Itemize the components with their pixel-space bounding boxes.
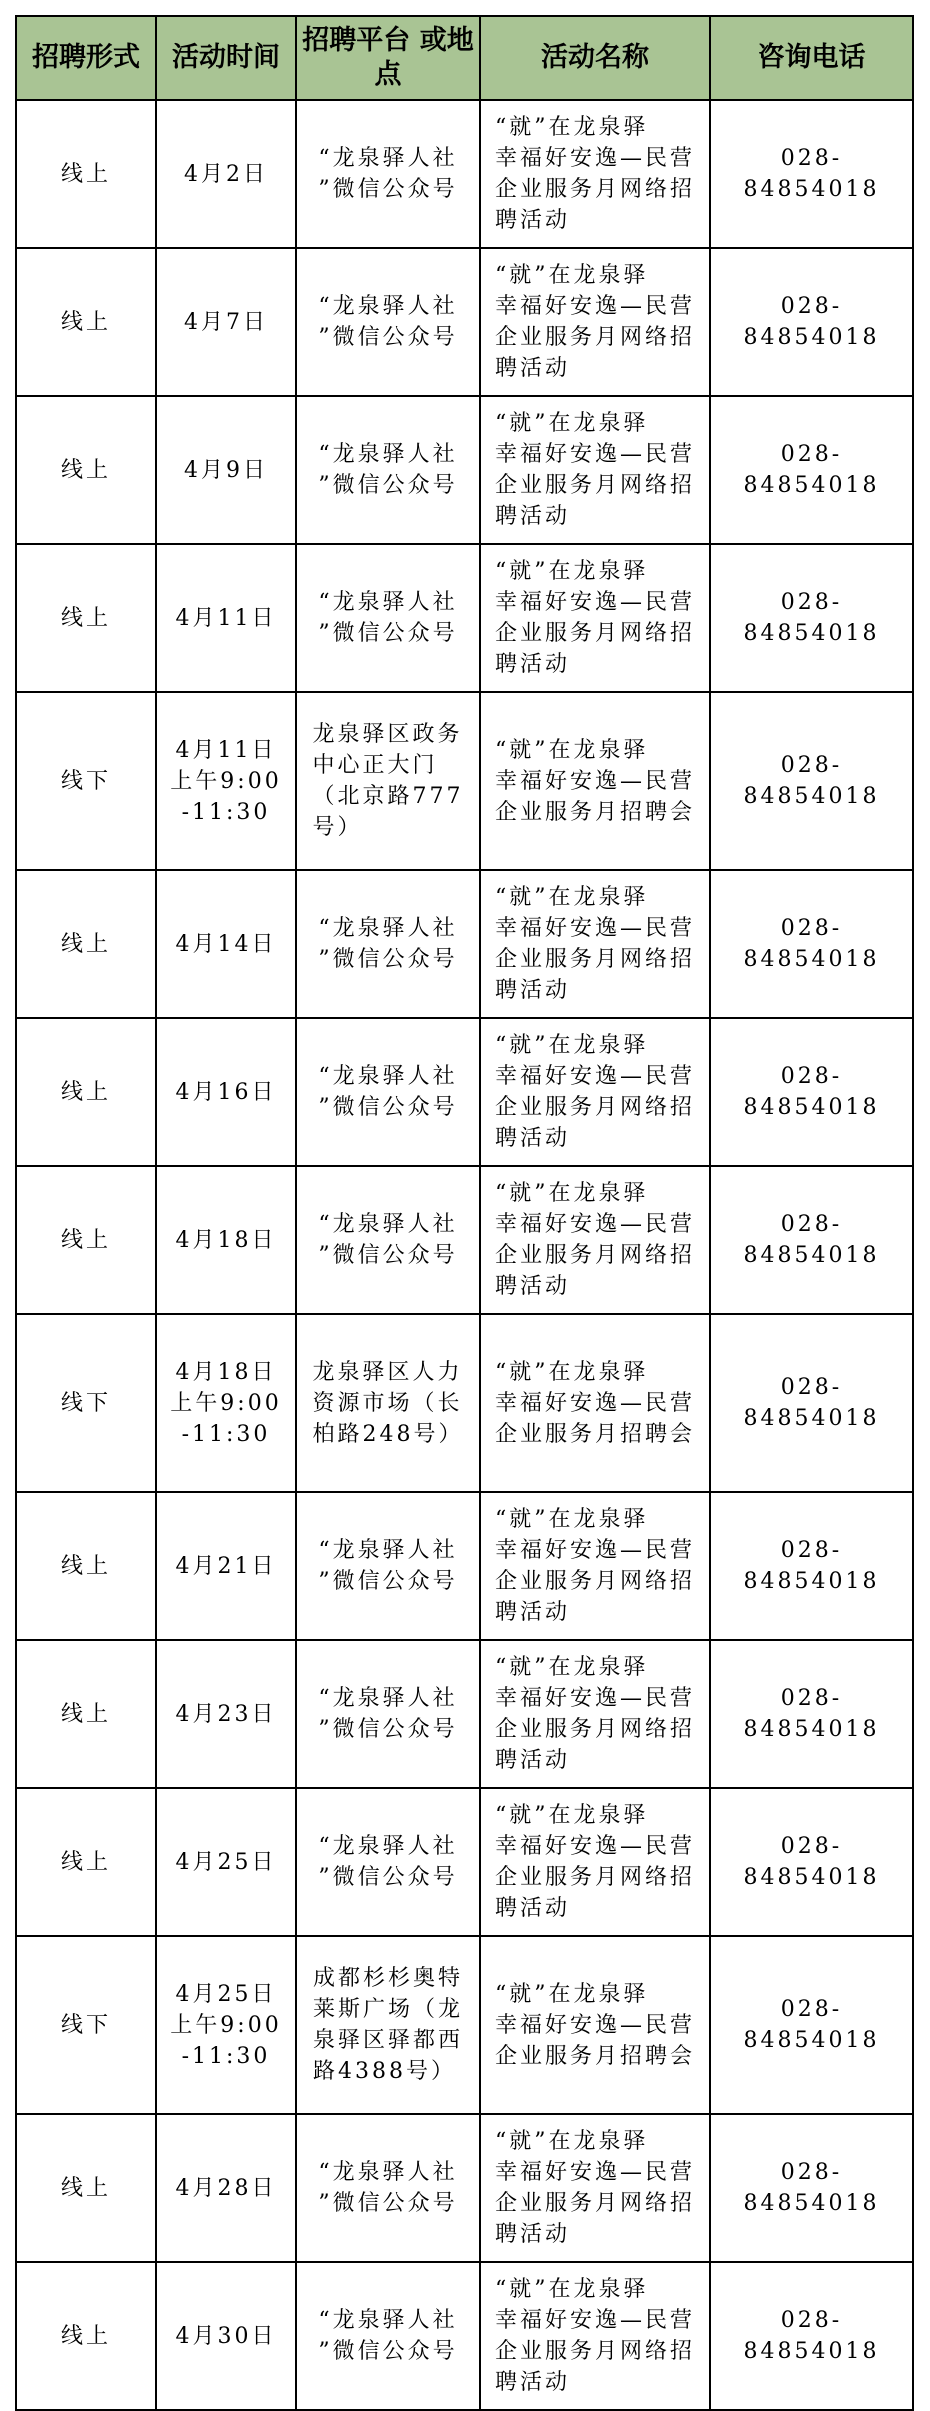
cell-activity-time-text: 4月2日 — [184, 161, 268, 187]
cell-recruit-form-text: 线下 — [60, 768, 111, 794]
cell-activity-name — [480, 2262, 710, 2410]
cell-recruit-form-text: 线上 — [60, 931, 111, 957]
cell-platform-location — [296, 248, 480, 396]
cell-activity-name-text: “就”在龙泉驿 幸福好安逸—民营 企业服务月网络招 聘活动 — [494, 885, 695, 1003]
cell-recruit-form-text: 线上 — [60, 2323, 111, 2349]
table-row — [16, 1788, 913, 1936]
cell-activity-name — [480, 2114, 710, 2262]
cell-recruit-form — [16, 692, 156, 870]
cell-consult-phone-text: 028-84854018 — [743, 294, 880, 350]
header-platform-location: 招聘平台 或地点 — [296, 16, 480, 100]
cell-activity-name-text: “就”在龙泉驿 幸福好安逸—民营 企业服务月招聘会 — [494, 1981, 695, 2069]
table-row — [16, 692, 913, 870]
cell-consult-phone-text: 028-84854018 — [743, 1834, 880, 1890]
cell-activity-name-text: “就”在龙泉驿 幸福好安逸—民营 企业服务月网络招 聘活动 — [494, 2277, 695, 2395]
cell-activity-time-text: 4月7日 — [184, 309, 268, 335]
cell-recruit-form-text: 线上 — [60, 1701, 111, 1727]
cell-recruit-form — [16, 2262, 156, 2410]
cell-consult-phone — [710, 248, 913, 396]
cell-recruit-form-text: 线上 — [60, 1079, 111, 1105]
cell-platform-location-text: “龙泉驿人社 ”微信公众号 — [318, 1064, 458, 1120]
cell-consult-phone-text: 028-84854018 — [743, 2308, 880, 2364]
cell-consult-phone-text: 028-84854018 — [743, 442, 880, 498]
cell-platform-location-text: “龙泉驿人社 ”微信公众号 — [318, 590, 458, 646]
cell-platform-location — [296, 1936, 480, 2114]
table-row — [16, 1018, 913, 1166]
cell-consult-phone — [710, 692, 913, 870]
cell-activity-name-text: “就”在龙泉驿 幸福好安逸—民营 企业服务月网络招 聘活动 — [494, 1803, 695, 1921]
table-row — [16, 2114, 913, 2262]
cell-activity-time — [156, 692, 296, 870]
cell-consult-phone — [710, 396, 913, 544]
cell-consult-phone — [710, 544, 913, 692]
cell-platform-location-text: “龙泉驿人社 ”微信公众号 — [318, 1834, 458, 1890]
cell-platform-location — [296, 1788, 480, 1936]
cell-recruit-form-text: 线上 — [60, 457, 111, 483]
cell-activity-name-text: “就”在龙泉驿 幸福好安逸—民营 企业服务月网络招 聘活动 — [494, 1507, 695, 1625]
cell-activity-name — [480, 248, 710, 396]
cell-recruit-form-text: 线下 — [60, 1390, 111, 1416]
cell-consult-phone — [710, 1018, 913, 1166]
cell-consult-phone-text: 028-84854018 — [743, 1686, 880, 1742]
cell-activity-time-text: 4月9日 — [184, 457, 268, 483]
cell-platform-location-text: “龙泉驿人社 ”微信公众号 — [318, 2160, 458, 2216]
cell-recruit-form — [16, 544, 156, 692]
cell-activity-time-text: 4月14日 — [175, 931, 277, 957]
cell-activity-name-text: “就”在龙泉驿 幸福好安逸—民营 企业服务月网络招 聘活动 — [494, 2129, 695, 2247]
cell-activity-time — [156, 544, 296, 692]
cell-activity-name — [480, 692, 710, 870]
cell-platform-location-text: 龙泉驿区政务 中心正大门 （北京路777 号） — [312, 722, 464, 840]
table-row — [16, 100, 913, 248]
cell-platform-location — [296, 870, 480, 1018]
cell-recruit-form — [16, 396, 156, 544]
cell-recruit-form — [16, 248, 156, 396]
cell-activity-time-text: 4月11日 — [175, 605, 277, 631]
cell-recruit-form — [16, 1640, 156, 1788]
cell-activity-time-text: 4月25日 上午9:00 -11:30 — [170, 1981, 282, 2069]
cell-activity-name-text: “就”在龙泉驿 幸福好安逸—民营 企业服务月网络招 聘活动 — [494, 1181, 695, 1299]
cell-activity-name-text: “就”在龙泉驿 幸福好安逸—民营 企业服务月网络招 聘活动 — [494, 411, 695, 529]
cell-platform-location — [296, 544, 480, 692]
cell-platform-location — [296, 1640, 480, 1788]
cell-consult-phone-text: 028-84854018 — [743, 916, 880, 972]
cell-recruit-form — [16, 1936, 156, 2114]
cell-activity-name — [480, 100, 710, 248]
cell-platform-location-text: “龙泉驿人社 ”微信公众号 — [318, 1212, 458, 1268]
cell-platform-location — [296, 692, 480, 870]
cell-platform-location-text: 龙泉驿区人力 资源市场（长 柏路248号） — [312, 1359, 464, 1447]
cell-consult-phone-text: 028-84854018 — [743, 146, 880, 202]
cell-activity-time — [156, 1936, 296, 2114]
header-consult-phone: 咨询电话 — [710, 16, 913, 100]
cell-activity-time — [156, 1492, 296, 1640]
cell-activity-name-text: “就”在龙泉驿 幸福好安逸—民营 企业服务月网络招 聘活动 — [494, 1033, 695, 1151]
cell-activity-name-text: “就”在龙泉驿 幸福好安逸—民营 企业服务月网络招 聘活动 — [494, 1655, 695, 1773]
table-row — [16, 1936, 913, 2114]
header-activity-time: 活动时间 — [156, 16, 296, 100]
cell-activity-time — [156, 1314, 296, 1492]
cell-consult-phone — [710, 1936, 913, 2114]
cell-consult-phone — [710, 2262, 913, 2410]
cell-activity-name — [480, 544, 710, 692]
cell-platform-location-text: “龙泉驿人社 ”微信公众号 — [318, 1538, 458, 1594]
cell-recruit-form-text: 线上 — [60, 605, 111, 631]
cell-activity-name — [480, 1314, 710, 1492]
cell-activity-time — [156, 2114, 296, 2262]
cell-consult-phone-text: 028-84854018 — [743, 1375, 880, 1431]
cell-platform-location-text: “龙泉驿人社 ”微信公众号 — [318, 146, 458, 202]
cell-consult-phone — [710, 100, 913, 248]
cell-recruit-form — [16, 1492, 156, 1640]
cell-activity-name — [480, 1788, 710, 1936]
cell-recruit-form — [16, 1018, 156, 1166]
cell-platform-location — [296, 2262, 480, 2410]
cell-recruit-form-text: 线上 — [60, 1227, 111, 1253]
cell-activity-time-text: 4月18日 上午9:00 -11:30 — [170, 1359, 282, 1447]
cell-recruit-form-text: 线上 — [60, 1849, 111, 1875]
cell-activity-time-text: 4月30日 — [175, 2323, 277, 2349]
cell-recruit-form-text: 线上 — [60, 2175, 111, 2201]
cell-activity-name — [480, 1936, 710, 2114]
cell-consult-phone — [710, 1640, 913, 1788]
cell-consult-phone — [710, 870, 913, 1018]
table-row — [16, 248, 913, 396]
cell-activity-time — [156, 870, 296, 1018]
cell-activity-time-text: 4月16日 — [175, 1079, 277, 1105]
cell-platform-location-text: “龙泉驿人社 ”微信公众号 — [318, 442, 458, 498]
cell-recruit-form — [16, 870, 156, 1018]
cell-activity-time — [156, 1788, 296, 1936]
cell-consult-phone — [710, 2114, 913, 2262]
cell-recruit-form — [16, 2114, 156, 2262]
table-row — [16, 1314, 913, 1492]
cell-platform-location — [296, 2114, 480, 2262]
cell-recruit-form — [16, 100, 156, 248]
cell-platform-location — [296, 100, 480, 248]
cell-recruit-form-text: 线上 — [60, 309, 111, 335]
cell-activity-name — [480, 1018, 710, 1166]
cell-consult-phone — [710, 1492, 913, 1640]
cell-activity-time-text: 4月21日 — [175, 1553, 277, 1579]
table-row — [16, 870, 913, 1018]
table-row — [16, 1492, 913, 1640]
cell-consult-phone-text: 028-84854018 — [743, 753, 880, 809]
table-row — [16, 396, 913, 544]
cell-platform-location-text: 成都杉杉奥特 莱斯广场（龙 泉驿区驿都西 路4388号） — [312, 1966, 463, 2084]
cell-consult-phone-text: 028-84854018 — [743, 1997, 880, 2053]
cell-activity-time — [156, 396, 296, 544]
cell-consult-phone-text: 028-84854018 — [743, 1064, 880, 1120]
cell-recruit-form-text: 线上 — [60, 1553, 111, 1579]
cell-activity-time-text: 4月11日 上午9:00 -11:30 — [170, 737, 282, 825]
cell-platform-location-text: “龙泉驿人社 ”微信公众号 — [318, 1686, 458, 1742]
header-activity-name: 活动名称 — [480, 16, 710, 100]
cell-activity-name-text: “就”在龙泉驿 幸福好安逸—民营 企业服务月网络招 聘活动 — [494, 559, 695, 677]
cell-activity-name — [480, 870, 710, 1018]
table-row — [16, 1640, 913, 1788]
table-row — [16, 544, 913, 692]
cell-activity-name — [480, 1166, 710, 1314]
cell-recruit-form-text: 线下 — [60, 2012, 111, 2038]
cell-consult-phone — [710, 1314, 913, 1492]
cell-recruit-form — [16, 1166, 156, 1314]
cell-platform-location — [296, 1492, 480, 1640]
cell-activity-name-text: “就”在龙泉驿 幸福好安逸—民营 企业服务月网络招 聘活动 — [494, 115, 695, 233]
cell-platform-location — [296, 1166, 480, 1314]
cell-activity-time — [156, 1166, 296, 1314]
cell-activity-time — [156, 1018, 296, 1166]
cell-platform-location-text: “龙泉驿人社 ”微信公众号 — [318, 2308, 458, 2364]
table-header-row — [16, 16, 913, 100]
recruitment-schedule-table — [15, 15, 914, 2411]
cell-activity-time — [156, 2262, 296, 2410]
cell-consult-phone-text: 028-84854018 — [743, 1538, 880, 1594]
cell-recruit-form — [16, 1788, 156, 1936]
cell-platform-location — [296, 1314, 480, 1492]
cell-recruit-form — [16, 1314, 156, 1492]
cell-consult-phone — [710, 1166, 913, 1314]
cell-activity-time-text: 4月28日 — [175, 2175, 277, 2201]
cell-platform-location — [296, 1018, 480, 1166]
cell-consult-phone-text: 028-84854018 — [743, 2160, 880, 2216]
cell-activity-time-text: 4月25日 — [175, 1849, 277, 1875]
cell-consult-phone — [710, 1788, 913, 1936]
cell-platform-location-text: “龙泉驿人社 ”微信公众号 — [318, 294, 458, 350]
cell-consult-phone-text: 028-84854018 — [743, 1212, 880, 1268]
cell-recruit-form-text: 线上 — [60, 161, 111, 187]
cell-activity-name — [480, 1640, 710, 1788]
cell-activity-time — [156, 248, 296, 396]
cell-activity-name — [480, 396, 710, 544]
cell-activity-time — [156, 100, 296, 248]
cell-activity-name-text: “就”在龙泉驿 幸福好安逸—民营 企业服务月网络招 聘活动 — [494, 263, 695, 381]
table-row — [16, 1166, 913, 1314]
cell-platform-location — [296, 396, 480, 544]
cell-activity-name-text: “就”在龙泉驿 幸福好安逸—民营 企业服务月招聘会 — [494, 737, 695, 825]
cell-consult-phone-text: 028-84854018 — [743, 590, 880, 646]
cell-activity-time — [156, 1640, 296, 1788]
cell-activity-time-text: 4月23日 — [175, 1701, 277, 1727]
cell-activity-name — [480, 1492, 710, 1640]
cell-activity-time-text: 4月18日 — [175, 1227, 277, 1253]
cell-activity-name-text: “就”在龙泉驿 幸福好安逸—民营 企业服务月招聘会 — [494, 1359, 695, 1447]
header-recruit-form: 招聘形式 — [16, 16, 156, 100]
cell-platform-location-text: “龙泉驿人社 ”微信公众号 — [318, 916, 458, 972]
table-row — [16, 2262, 913, 2410]
